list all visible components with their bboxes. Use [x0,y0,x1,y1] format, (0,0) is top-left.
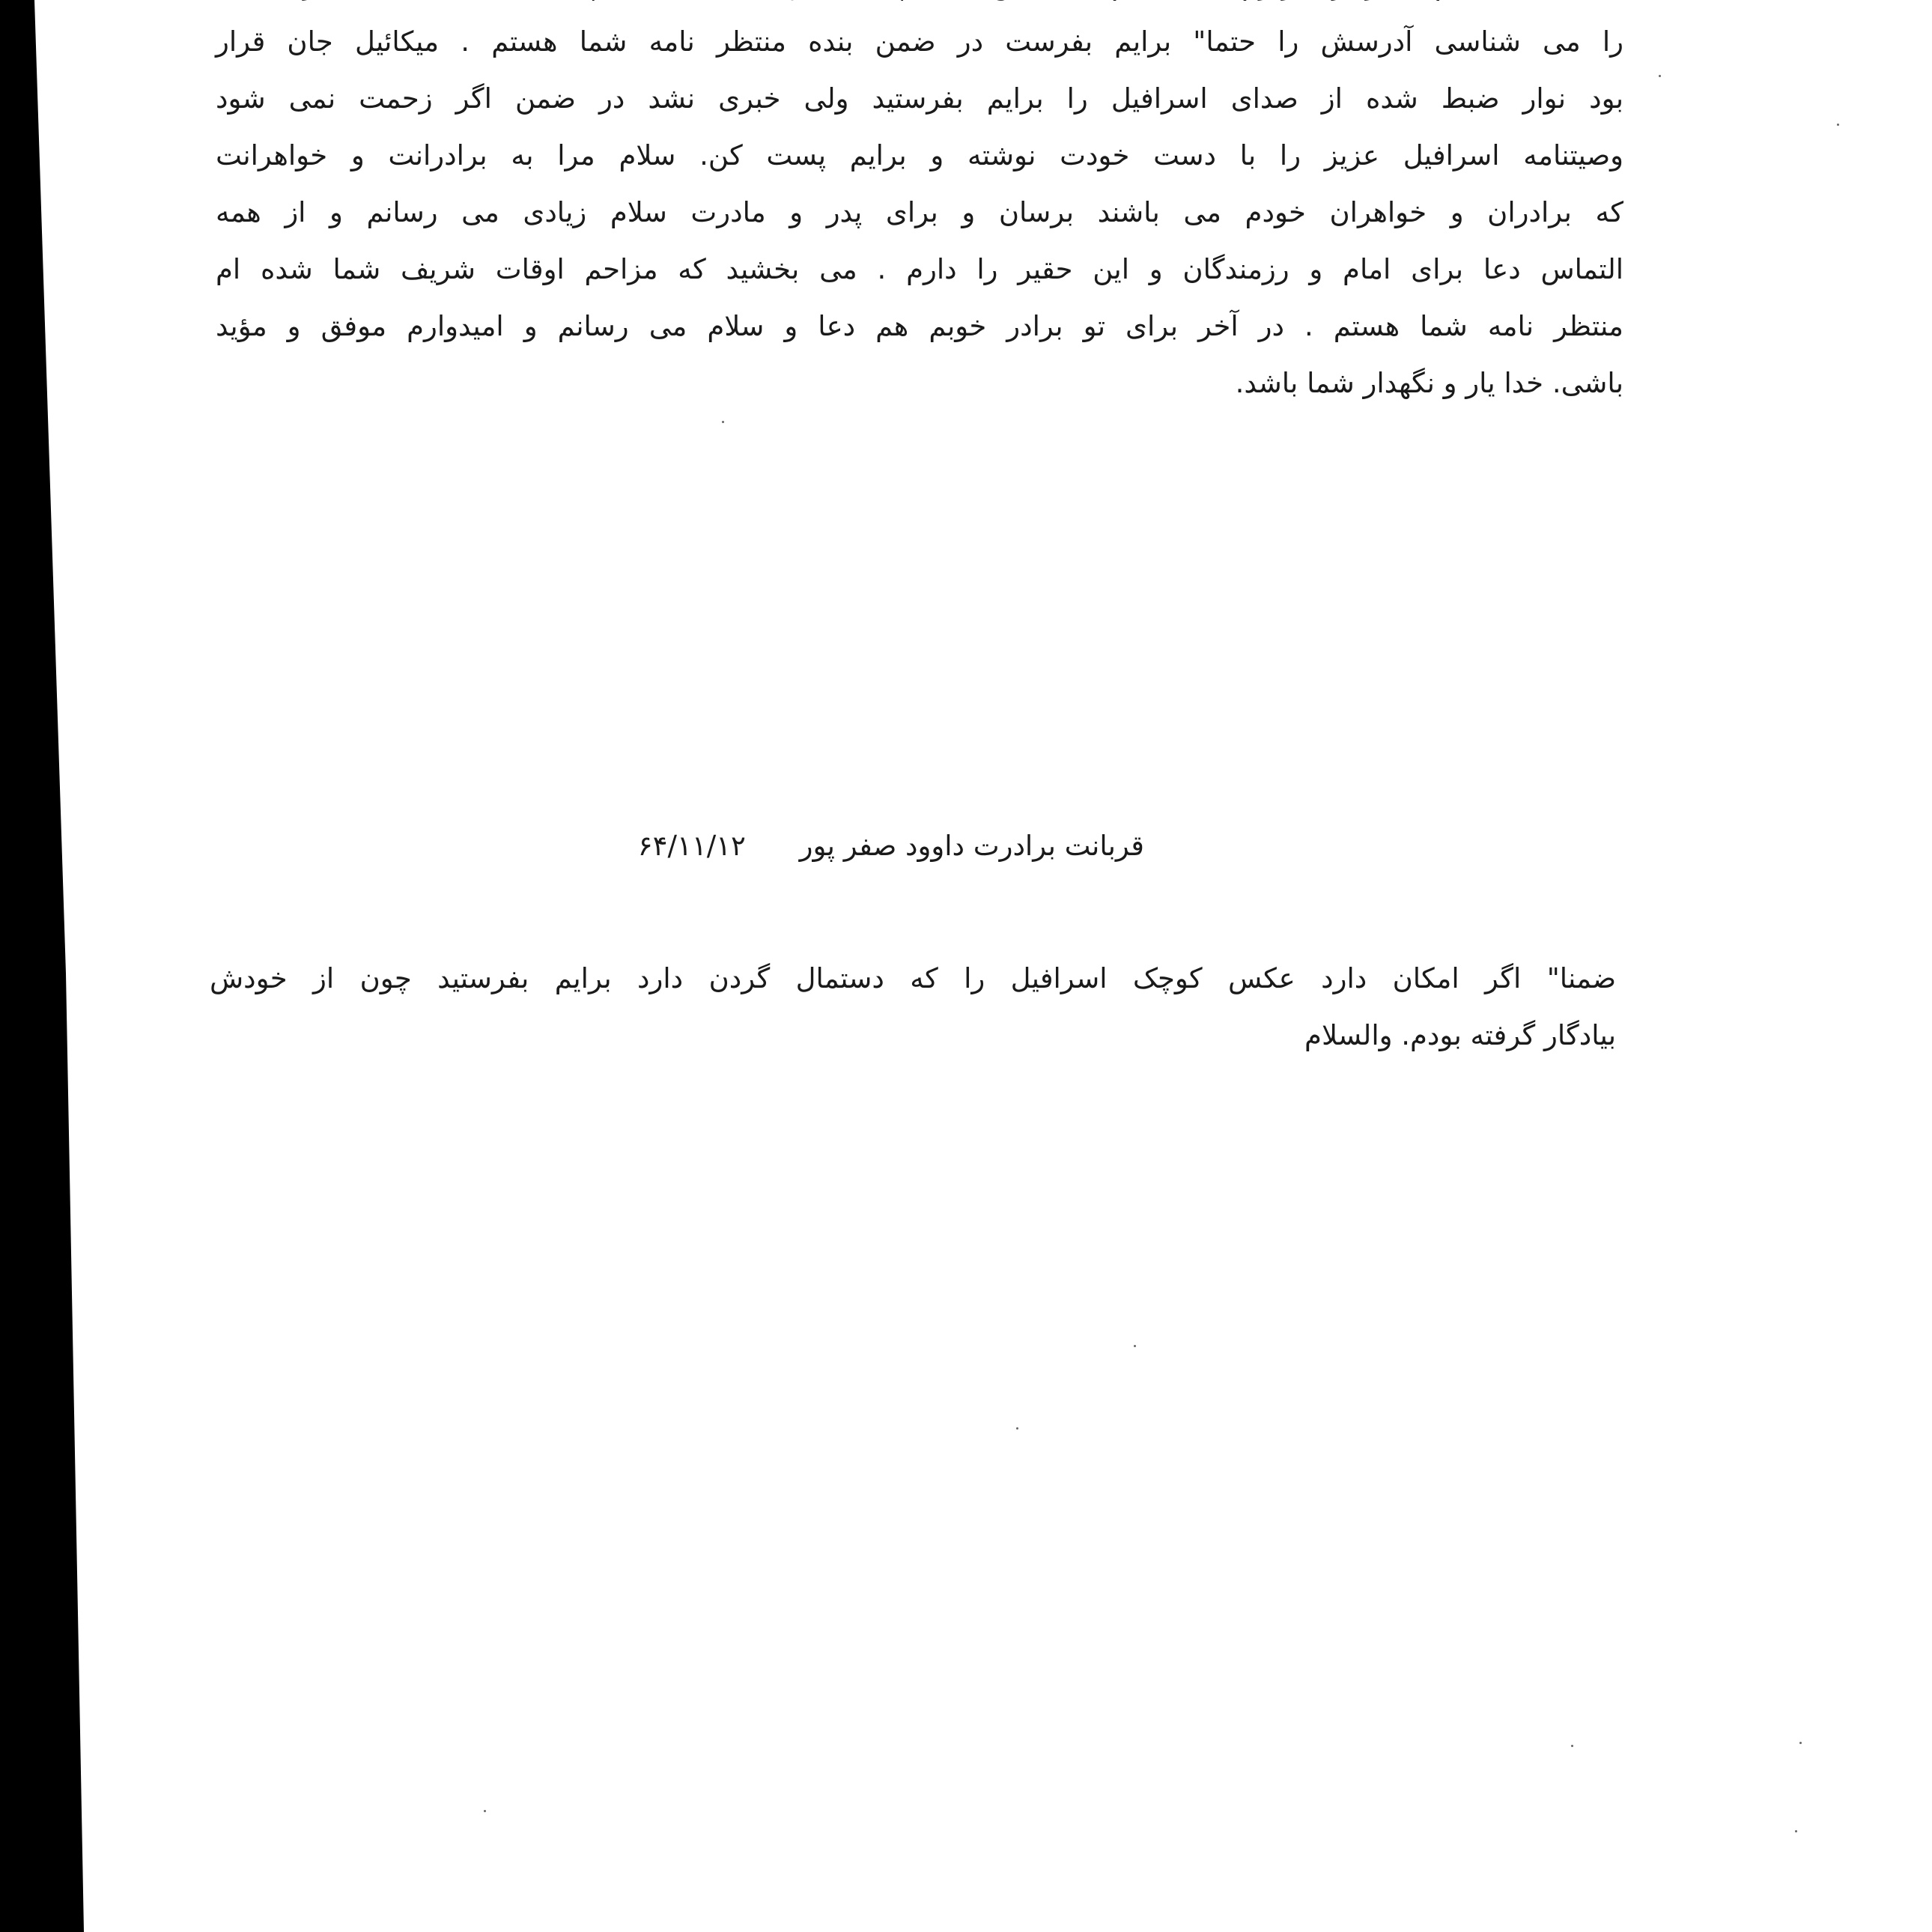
letter-body [216,0,1623,412]
scan-speck [484,1810,486,1812]
signature-date: ۶۴/۱۱/۱۲ [637,830,746,862]
scan-speck [1016,1427,1018,1430]
postscript [210,950,1616,1064]
postscript-line: ضمنا" اگر امکان دارد عکس کوچک اسرافیل را که دستمال گردن دارد برایم بفرستید چون از خودش [210,962,1616,994]
signature-text: قربانت برادرت داوود صفر پور [799,830,1144,862]
postscript-line: بیادگار گرفته بودم. والسلام [1304,1019,1616,1051]
scan-speck [1659,75,1661,77]
letter-line: منتظر نامه شما هستم . در آخر برای تو برادر خوبم هم دعا و سلام می رسانم و امیدوارم موفق و مؤید [216,310,1623,342]
scan-edge-shadow [0,0,84,1932]
letter-line: وصیتنامه اسرافیل عزیز را با دست خودت نوشته و برایم پست کن. سلام مرا به برادرانت و خواهرانت [216,139,1623,171]
letter-line [216,0,1623,13]
letter-line: بود نوار ضبط شده از صدای اسرافیل را برایم بفرستید ولی خبری نشد در ضمن اگر زحمت نمی شود [216,82,1623,115]
signature-line [638,830,1144,862]
scan-speck [1571,1745,1573,1747]
scan-speck [1134,1345,1136,1347]
scan-speck [1795,1830,1797,1832]
letter-line: باشی. خدا یار و نگهدار شما باشد. [1235,367,1623,399]
letter-line: را می شناسی آدرسش را حتما" برایم بفرست در ضمن بنده منتظر نامه شما هستم . میکائیل جان قرار [216,25,1623,58]
scan-speck [722,421,724,423]
scan-speck [1799,1742,1802,1744]
letter-line: التماس دعا برای امام و رزمندگان و این حقیر را دارم . می بخشید که مزاحم اوقات شریف شما شده ام [216,253,1623,285]
letter-line: که برادران و خواهران خودم می باشند برسان و برای پدر و مادرت سلام زیادی می رسانم و از همه [216,196,1623,228]
scan-speck [1837,124,1839,126]
